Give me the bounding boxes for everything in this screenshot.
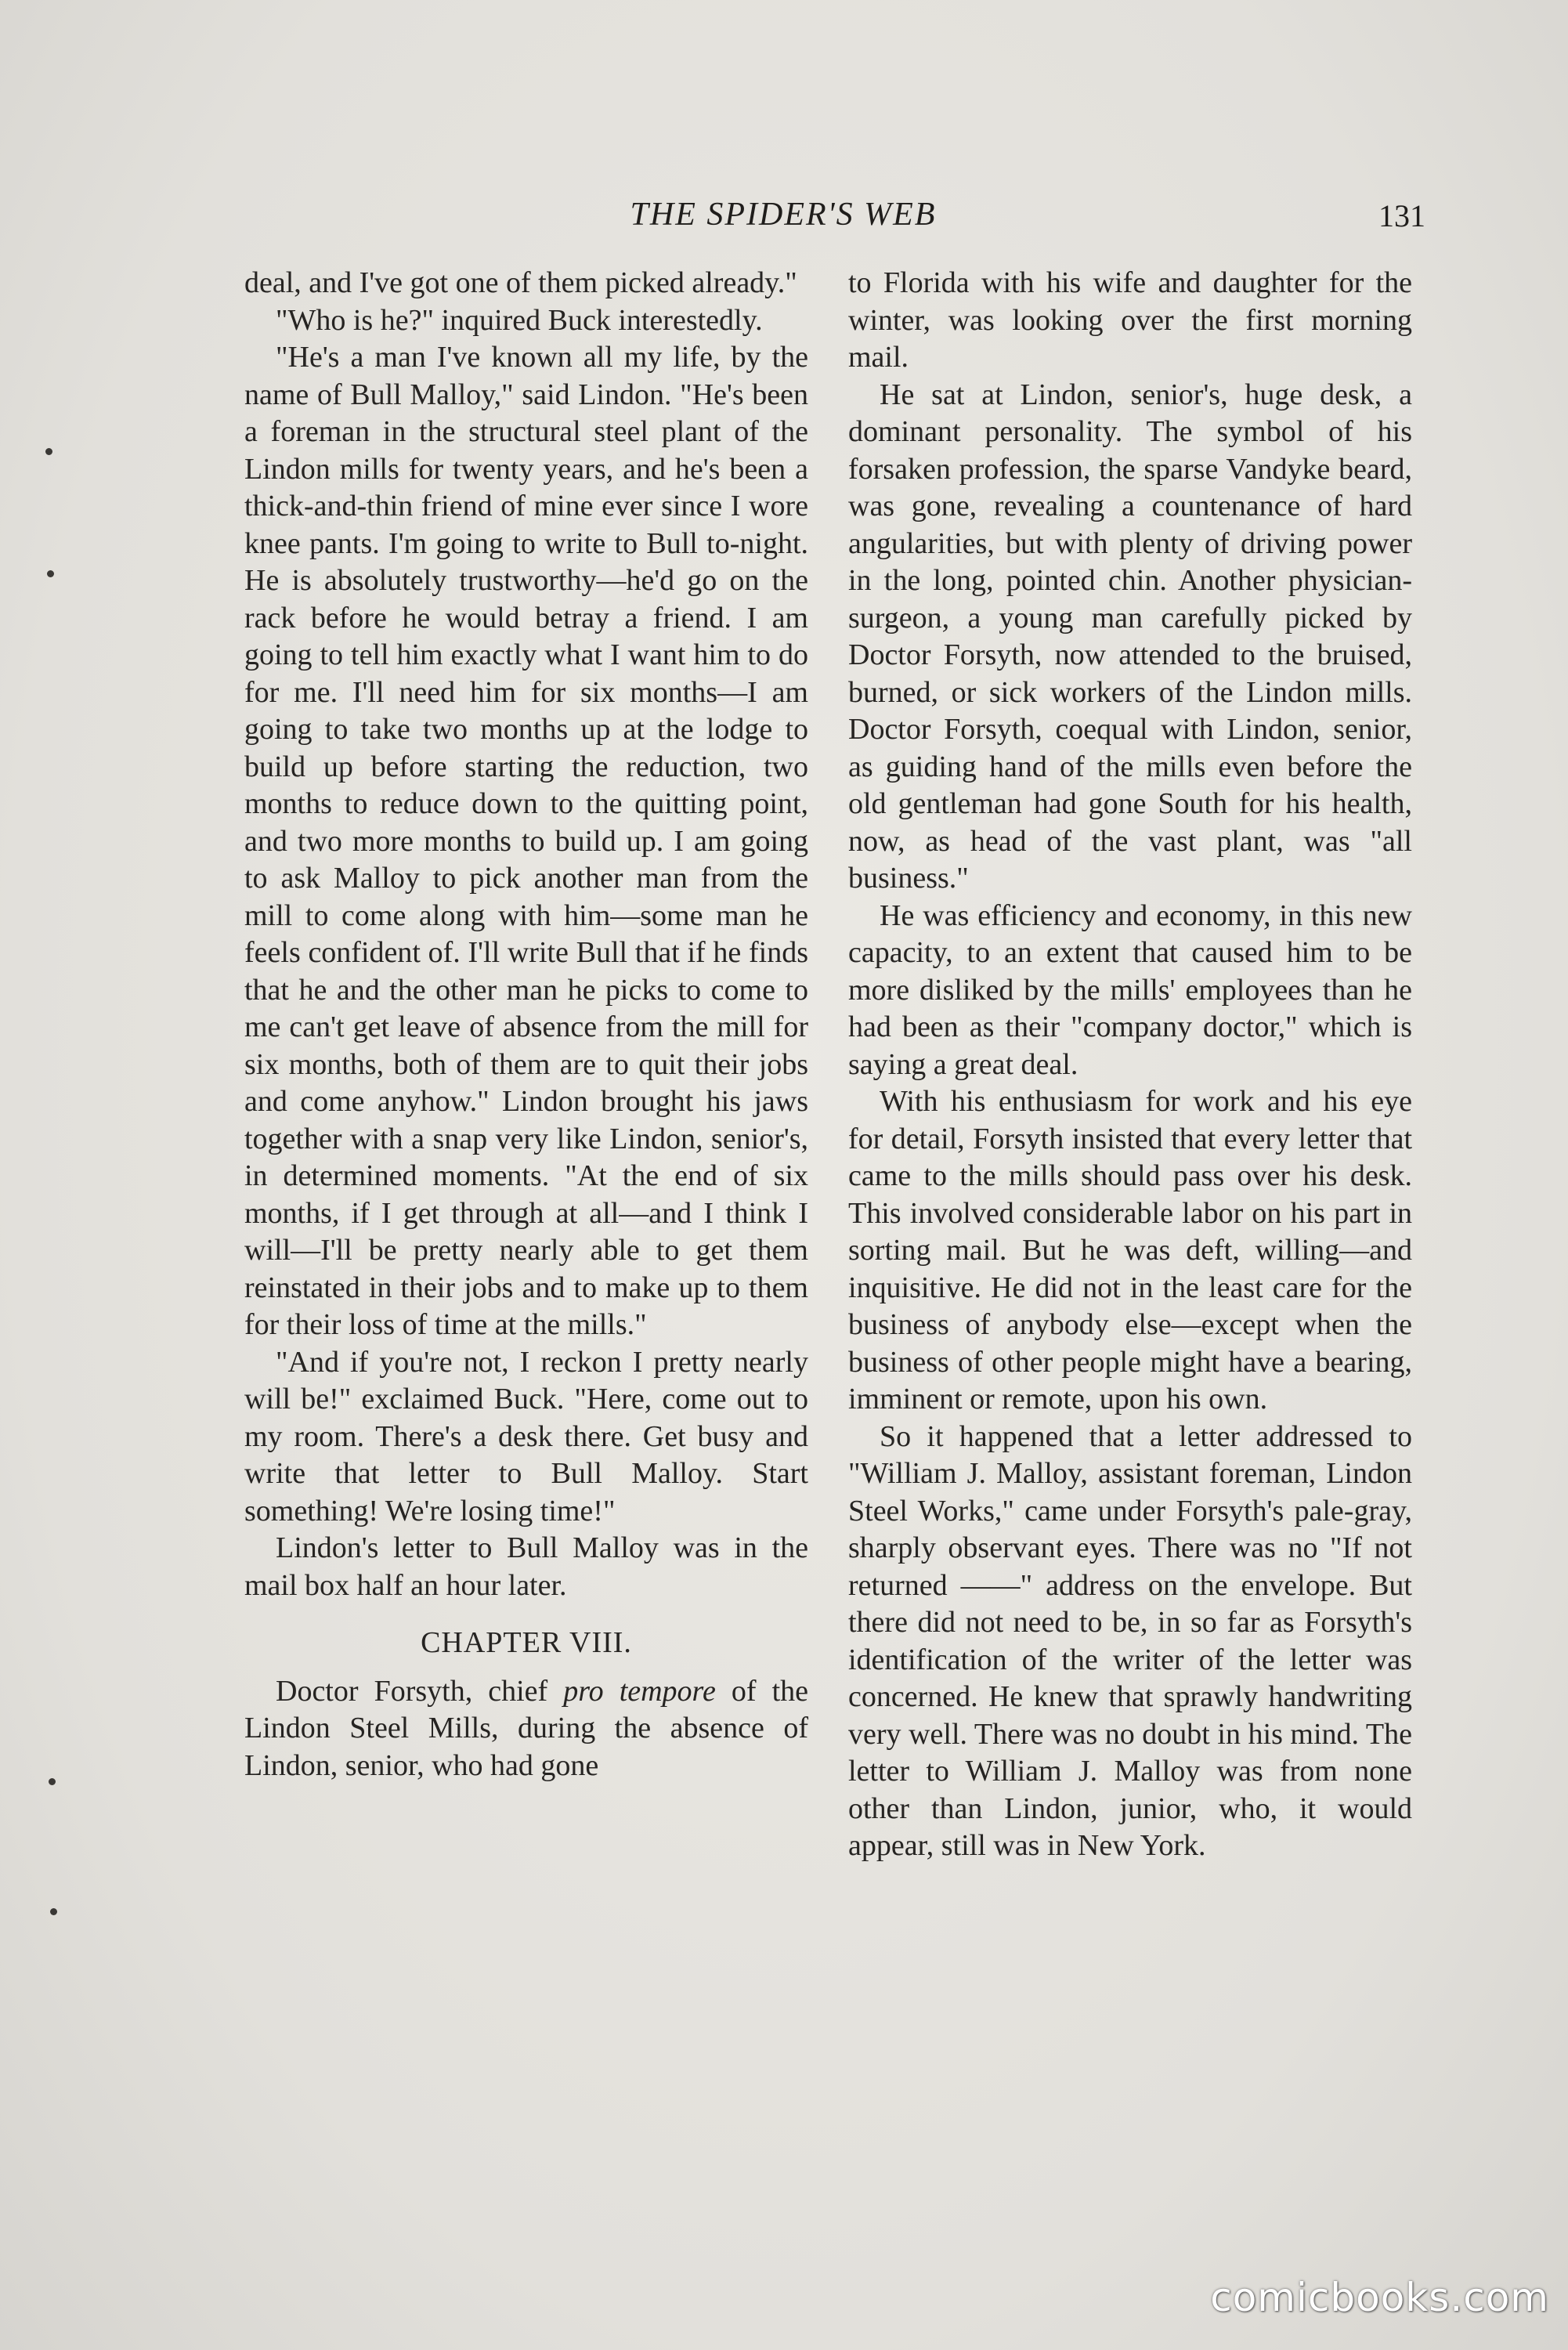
paragraph: So it happened that a letter addressed to "William J. Malloy, assistant foreman, Lindon Steel Works," came under Forsyth's pale-gray, sharply observant eyes. There was no "If not returned ——" address on the envelope. But there did not need to be, in so far as Forsyth's identification of the writer of the letter was concerned. He knew that sprawly handwriting very well. There was no doubt in his mind. The letter to William J. Malloy was from none other than Lindon, junior, who, it would appear, still was in New York.: [848, 1419, 1412, 1862]
binding-hole-mark: [45, 448, 52, 455]
binding-hole-mark: [49, 1778, 56, 1785]
italic-phrase: pro tempore: [563, 1674, 716, 1708]
chapter-opening-paragraph: [244, 1673, 808, 1785]
chapter-opening-text: Doctor Forsyth, chief: [276, 1674, 564, 1708]
left-text-column: [244, 265, 808, 1784]
right-text-column: [848, 265, 1412, 1865]
paragraph: Lindon's letter to Bull Malloy was in the mail box half an hour later.: [244, 1531, 808, 1602]
paragraph: "And if you're not, I reckon I pretty nearly will be!" exclaimed Buck. "Here, come out to my room. There's a desk there. Get busy and write that letter to Bull Malloy. Start something! We're losing time!": [244, 1345, 808, 1528]
paragraph: "Who is he?" inquired Buck interestedly.: [276, 303, 763, 337]
paragraph: "He's a man I've known all my life, by the name of Bull Malloy," said Lindon. "He's been a foreman in the structural steel plant of the Lindon mills for twenty years, and he's been a thick-and-thin friend of mine ever since I wore knee pants. I'm going to write to Bull to-night. He is absolutely trustworthy—he'd go on the rack before he would betray a friend. I am going to tell him exactly what I want him to do for me. I'll need him for six months—I am going to take two months up at the lodge to build up before starting the reduction, two months to reduce down to the quitting point, and two more months to build up. I am going to ask Malloy to pick another man from the mill to come along with him—some man he feels confident of. I'll write Bull that if he finds that he and the other man he picks to come to me can't get leave of absence from the mill for six months, both of them are to quit their jobs and come anyhow." Lindon brought his jaws together with a snap very like Lindon, senior's, in determined moments. "At the end of six months, if I get through at all—and I think I will—I'll be pretty nearly able to get them reinstated in their jobs and to make up to them for their loss of time at the mills.": [244, 341, 808, 1341]
paragraph: deal, and I've got one of them picked already.": [244, 266, 797, 299]
paragraph: With his enthusiasm for work and his eye for detail, Forsyth insisted that every letter that came to the mills should pass over his desk. This involved considerable labor on his part in sorting mail. But he was deft, willing—and inquisitive. He did not in the least care for the business of anybody else—except when the business of other people might have a bearing, imminent or remote, upon his own.: [848, 1085, 1412, 1415]
paragraph: He was efficiency and economy, in this new capacity, to an extent that caused him to be more disliked by the mills' employees than he had been as their "company doctor," which is saying a great deal.: [848, 898, 1412, 1081]
paragraph: to Florida with his wife and daughter for the winter, was looking over the first morning mail.: [848, 266, 1412, 374]
chapter-opening-text: of the Lindon Steel Mills, during the absence of Lindon, senior, who had gone: [244, 1674, 808, 1782]
binding-hole-mark: [50, 1908, 57, 1915]
page-number: 131: [1378, 198, 1425, 233]
binding-hole-mark: [47, 570, 54, 577]
running-header-title: THE SPIDER'S WEB: [630, 197, 937, 233]
paragraph: He sat at Lindon, senior's, huge desk, a dominant personality. The symbol of his forsaken profession, the sparse Vandyke beard, was gone, revealing a countenance of hard angularities, but with plenty of driving power in the long, pointed chin. Another physician-surgeon, a young man carefully picked by Doctor Forsyth, now attended to the bruised, burned, or sick workers of the Lindon mills. Doctor Forsyth, coequal with Lindon, senior, as guiding hand of the mills even before the old gentleman had gone South for his health, now, as head of the vast plant, was "all business.": [848, 378, 1412, 895]
chapter-heading: CHAPTER VIII.: [421, 1626, 632, 1659]
watermark-text: comicbooks.com: [1210, 2275, 1549, 2320]
